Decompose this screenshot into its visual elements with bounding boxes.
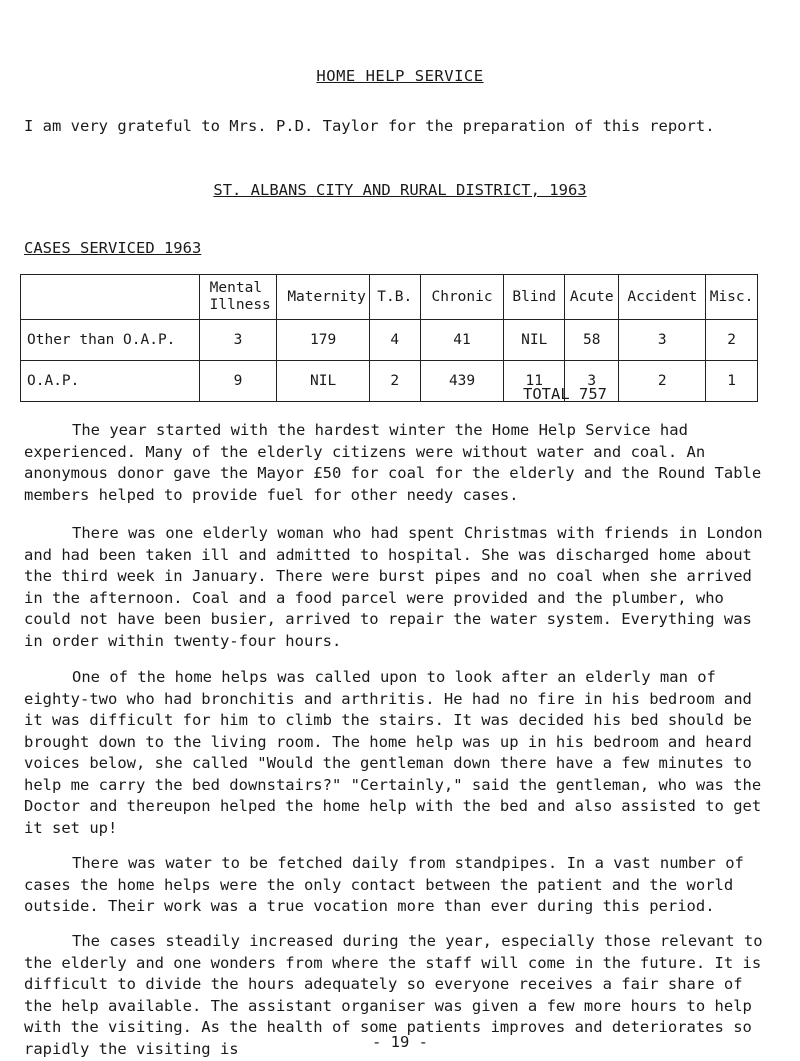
paragraph: One of the home helps was called upon to look after an elderly man of eighty-two who had bronchitis and arthritis. He had no fire in his bedroom and it was difficult for him to climb the stairs. It was decided his bed should be brought down to the living room. The home help was up in his bedroom and heard voices below, she called "Would the gentleman down there have a few minutes to help me carry the bed downstairs?" "Certainly," said the gentleman, who was the Doctor and thereupon helped the home help with the bed and also assisted to get it set up! xyxy=(24,668,762,837)
column-header: Mental Illness xyxy=(199,275,277,320)
table-cell: NIL xyxy=(277,361,370,402)
cases-heading: CASES SERVICED 1963 xyxy=(24,239,202,257)
table-cell: 3 xyxy=(619,320,706,361)
table-row xyxy=(21,320,758,361)
table-cell: 11 xyxy=(504,361,565,402)
paragraph: The year started with the hardest winter the Home Help Service had experienced. Many of the elderly citizens were without water and coal. An anonymous donor gave the Mayor £50 for coal for the elderly and the Round Table members helped to provide fuel for other needy cases. xyxy=(24,421,762,504)
column-header: Accident xyxy=(619,275,706,320)
column-header: Blind xyxy=(504,275,565,320)
page-title: HOME HELP SERVICE xyxy=(316,67,484,85)
table-cell: 58 xyxy=(565,320,619,361)
column-header: Maternity xyxy=(277,275,370,320)
cases-table xyxy=(20,274,758,402)
table-cell: 41 xyxy=(420,320,504,361)
column-header: T.B. xyxy=(369,275,420,320)
column-header: Acute xyxy=(565,275,619,320)
table-cell: 3 xyxy=(199,320,277,361)
table-row xyxy=(21,361,758,402)
table-cell: 4 xyxy=(369,320,420,361)
table-cell: 2 xyxy=(369,361,420,402)
row-label: Other than O.A.P. xyxy=(21,320,200,361)
table-cell: 2 xyxy=(619,361,706,402)
table-header-row xyxy=(21,275,758,320)
table-cell: 9 xyxy=(199,361,277,402)
column-header: Misc. xyxy=(706,275,758,320)
table-cell: 439 xyxy=(420,361,504,402)
district-heading: ST. ALBANS CITY AND RURAL DISTRICT, 1963 xyxy=(213,181,587,199)
paragraph: The cases steadily increased during the year, especially those relevant to the elderly and one wonders from where the staff will come in the future. It is difficult to divide the hours adequately so everyone receives a fair share of the help available. The assistant organiser was given a few more hours to help with the visiting. As the health of some patients improves and deteriorates so rapidly the visiting is xyxy=(24,932,763,1058)
row-label: O.A.P. xyxy=(21,361,200,402)
table-cell: 179 xyxy=(277,320,370,361)
total-count: TOTAL 757 xyxy=(523,385,607,403)
paragraph: There was one elderly woman who had spent Christmas with friends in London and had been taken ill and admitted to hospital. She was discharged home about the third week in January. There were burst pipes and no coal when she arrived in the afternoon. Coal and a food parcel were provided and the plumber, who could not have been busier, arrived to repair the water system. Everything was in order within twenty-four hours. xyxy=(24,524,763,650)
table-corner-cell xyxy=(21,275,200,320)
table-cell: 1 xyxy=(706,361,758,402)
column-header: Chronic xyxy=(420,275,504,320)
table-cell: 2 xyxy=(706,320,758,361)
acknowledgement-text: I am very grateful to Mrs. P.D. Taylor for the preparation of this report. xyxy=(24,117,715,135)
page-number: - 19 - xyxy=(372,1033,428,1051)
table-cell: NIL xyxy=(504,320,565,361)
paragraph: There was water to be fetched daily from standpipes. In a vast number of cases the home helps were the only contact between the patient and the world outside. Their work was a true vocation more than ever during this period. xyxy=(24,854,744,915)
table-cell: 3 xyxy=(565,361,619,402)
